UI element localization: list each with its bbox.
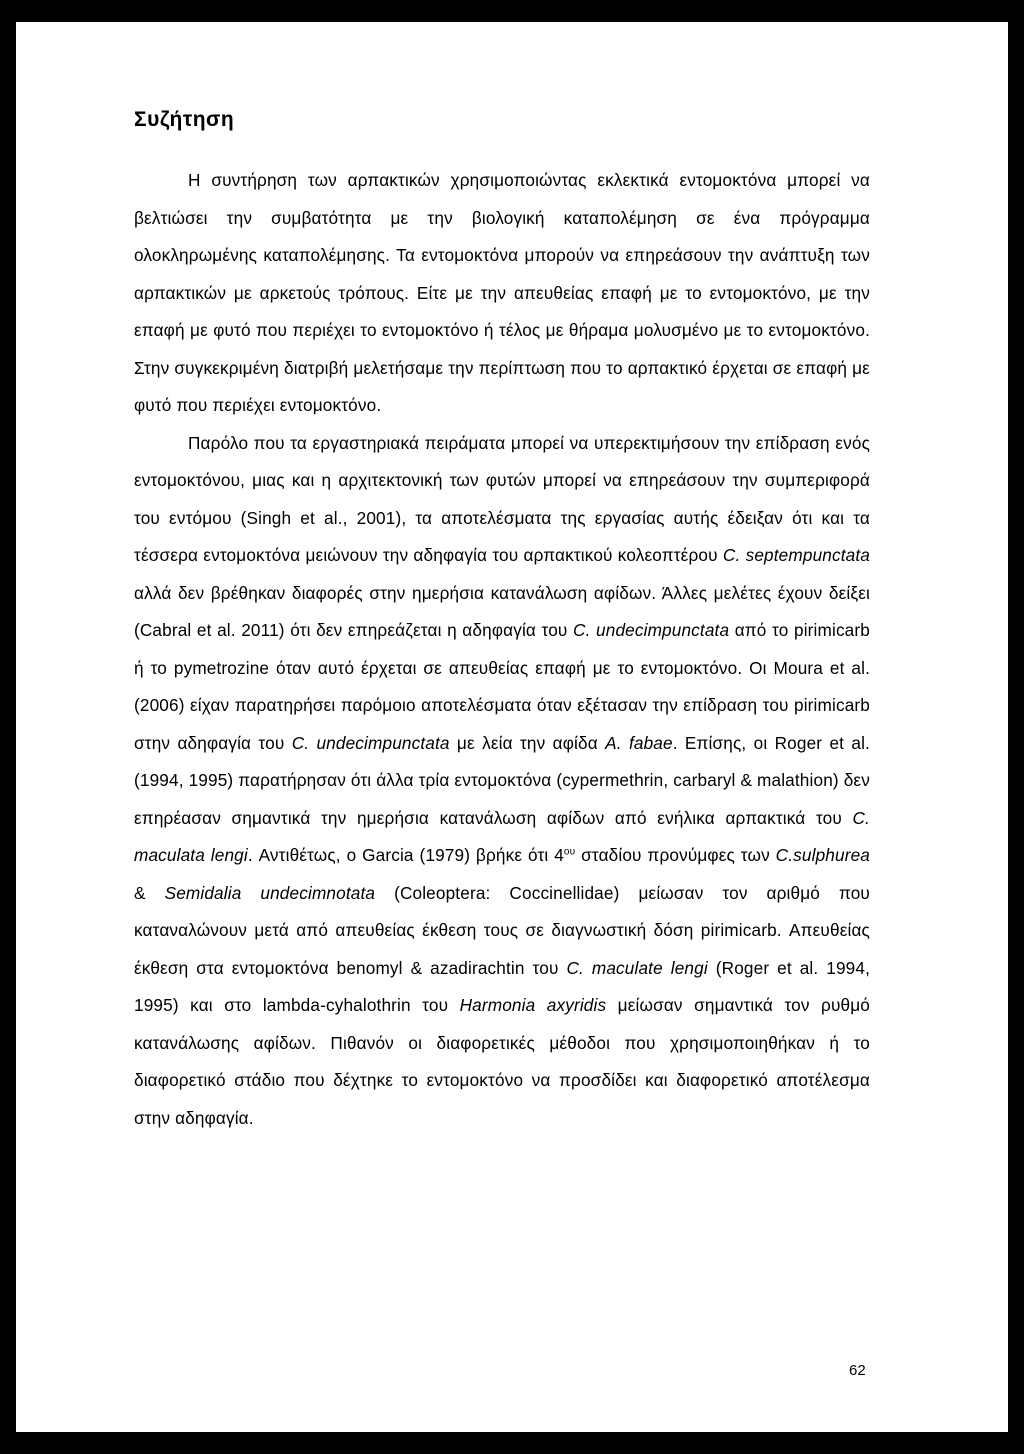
species-name: C. septempunctata bbox=[722, 545, 870, 565]
body-text bbox=[134, 162, 870, 1137]
text-run: (Coleoptera: Coccinellidae) μείωσαν τον αριθμό που καταναλώνουν μετά από απευθείας έκθεση τους σε διαγνωστική δόση pirimicarb. Απευθείας έκθεση στα εντομοκτόνα benomyl & azadirachtin του bbox=[134, 882, 870, 978]
page-number: 62 bbox=[849, 1362, 866, 1379]
section-heading: Συζήτηση bbox=[134, 108, 235, 131]
text-run: . Αντιθέτως, ο Garcia (1979) βρήκε ότι 4 bbox=[247, 845, 564, 865]
species-name: C. maculata lengi bbox=[134, 807, 870, 865]
text-run: μείωσαν σημαντικά τον ρυθμό κατανάλωσης αφίδων. Πιθανόν οι διαφορετικές μέθοδοι που χρησιμοποιηθήκαν ή το διαφορετικό στάδιο που δέχτηκε το εντομοκτόνο να προσδίδει και διαφορετικό αποτέλεσμα στην αδηφαγία. bbox=[134, 995, 870, 1128]
text-run: & bbox=[134, 882, 165, 903]
text-run: Παρόλο που τα εργαστηριακά πειράματα μπορεί να υπερεκτιμήσουν την επίδραση ενός εντομοκτόνου, μιας και η αρχιτεκτονική των φυτών μπορεί να επηρεάσουν την συμπεριφορά του εντόμου (Singh et al., 2001), τα αποτελέσματα της εργασίας αυτής έδειξαν ότι και τα τέσσερα εντομοκτόνα μειώνουν την αδηφαγία του αρπακτικού κολεοπτέρου bbox=[134, 432, 870, 565]
paragraph-1 bbox=[134, 162, 870, 425]
ordinal-superscript: ου bbox=[563, 846, 576, 858]
species-name: A. fabae bbox=[605, 732, 673, 753]
text-run: . Επίσης, οι Roger et al. (1994, 1995) παρατήρησαν ότι άλλα τρία εντομοκτόνα (cypermethrin, carbaryl & malathion) δεν επηρέασαν σημαντικά την ημερήσια κατανάλωση αφίδων από ενήλικα αρπακτικά του bbox=[134, 732, 870, 828]
text-run: Η συντήρηση των αρπακτικών χρησιμοποιώντας εκλεκτικά εντομοκτόνα μπορεί να βελτιώσει την συμβατότητα με την βιολογική καταπολέμηση σε ένα πρόγραμμα ολοκληρωμένης καταπολέμησης. Τα εντομοκτόνα μπορούν να επηρεάσουν την ανάπτυξη των αρπακτικών με αρκετούς τρόπους. Είτε με την απευθείας επαφή με το εντομοκτόνο, με την επαφή με φυτό που περιέχει το εντομοκτόνο ή τέλος με θήραμα μολυσμένο με το εντομοκτόνο. Στην συγκεκριμένη διατριβή μελετήσαμε την περίπτωση που το αρπακτικό έρχεται σε επαφή με φυτό που περιέχει εντομοκτόνο. bbox=[134, 170, 870, 415]
text-run: αλλά δεν βρέθηκαν διαφορές στην ημερήσια κατανάλωση αφίδων. Άλλες μελέτες έχουν δείξει (Cabral et al. 2011) ότι δεν επηρεάζεται η αδηφαγία του bbox=[134, 582, 870, 640]
species-name: Semidalia undecimnotata bbox=[164, 882, 376, 903]
species-name: C.sulphurea bbox=[775, 845, 870, 865]
species-name: C. maculate lengi bbox=[566, 957, 708, 978]
text-run: (Roger et al. 1994, 1995) και στο lambda-cyhalothrin του bbox=[134, 957, 871, 1015]
species-name: C. undecimpunctata bbox=[291, 732, 450, 753]
species-name: C. undecimpunctata bbox=[573, 620, 730, 640]
text-run: με λεία την αφίδα bbox=[449, 732, 606, 753]
text-run: σταδίου προνύμφες των bbox=[575, 845, 776, 865]
paragraph-2 bbox=[134, 425, 870, 1138]
species-name: Harmonia axyridis bbox=[459, 995, 607, 1015]
text-run: από το pirimicarb ή το pymetrozine όταν αυτό έρχεται σε απευθείας επαφή με το εντομοκτόνο. Οι Moura et al. (2006) είχαν παρατηρήσει παρόμοιο αποτελέσματα όταν εξέτασαν την επίδραση του pirimicarb στην αδηφαγία του bbox=[134, 620, 870, 753]
